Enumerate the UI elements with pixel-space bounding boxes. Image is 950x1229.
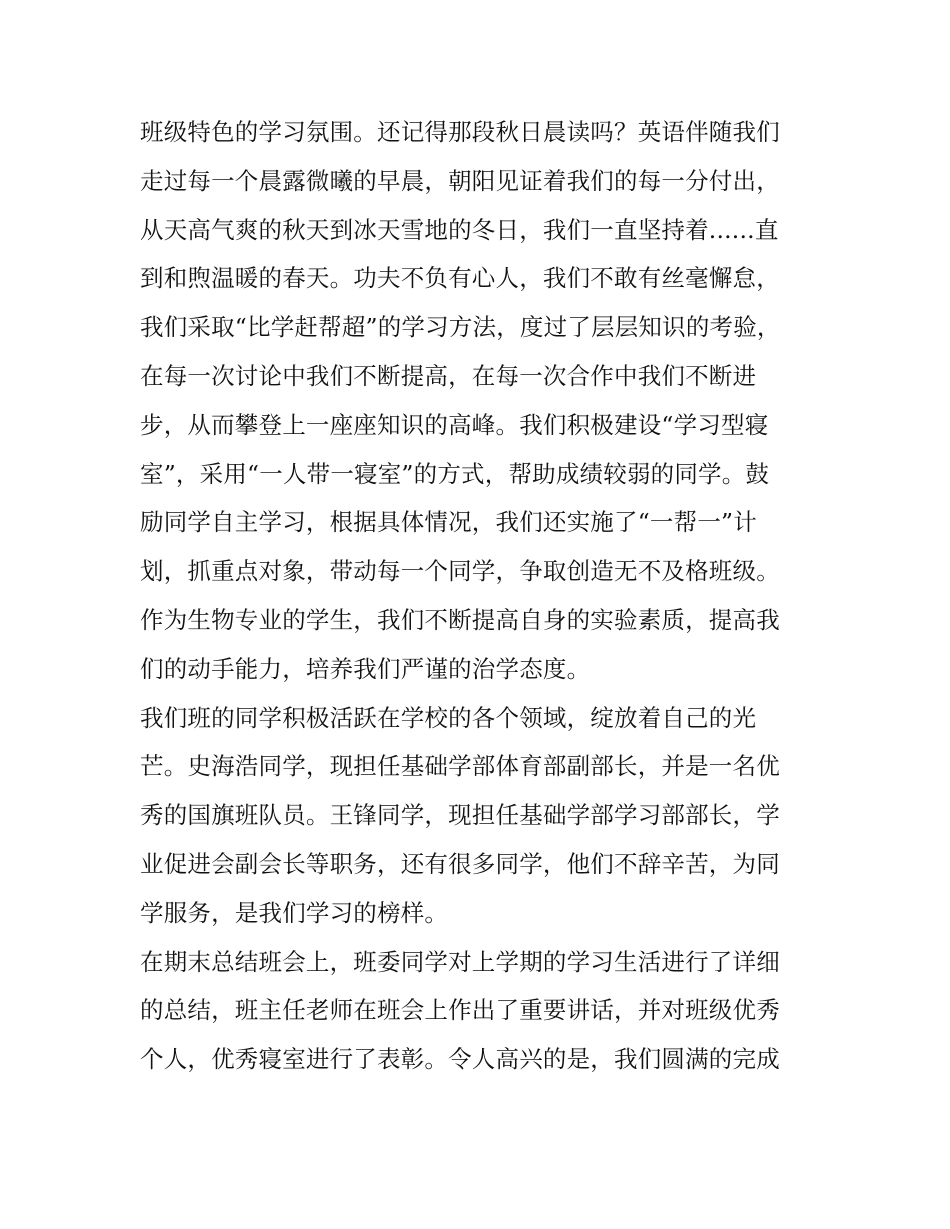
text-line: 从天高气爽的秋天到冰天雪地的冬日，我们一直坚持着......直 (140, 215, 779, 244)
text-line: 业促进会副会长等职务，还有很多同学，他们不辞辛苦，为同 (140, 849, 780, 878)
text-line: 划，抓重点对象，带动每一个同学，争取创造无不及格班级。 (140, 557, 780, 586)
text-line: 到和煦温暖的春天。功夫不负有心人，我们不敢有丝毫懈怠， (140, 264, 780, 293)
text-line: 室”，采用“一人带一寝室”的方式，帮助成绩较弱的同学。鼓 (140, 459, 770, 488)
text-line: 个人，优秀寝室进行了表彰。令人高兴的是，我们圆满的完成 (140, 1045, 780, 1074)
text-line: 学服务，是我们学习的榜样。 (140, 898, 449, 927)
text-line: 的总结，班主任老师在班会上作出了重要讲话，并对班级优秀 (140, 996, 780, 1025)
text-line: 在每一次讨论中我们不断提高，在每一次合作中我们不断进 (140, 361, 757, 390)
text-line: 们的动手能力，培养我们严谨的治学态度。 (140, 654, 591, 683)
text-line: 芒。史海浩同学，现担任基础学部体育部副部长，并是一名优 (140, 752, 780, 781)
text-line: 班级特色的学习氛围。还记得那段秋日晨读吗？英语伴随我们 (140, 118, 780, 146)
text-line: 作为生物专业的学生，我们不断提高自身的实验素质，提高我 (140, 605, 780, 634)
text-line: 秀的国旗班队员。王锋同学，现担任基础学部学习部部长，学 (140, 801, 780, 830)
text-line: 我们采取“比学赶帮超”的学习方法，度过了层层知识的考验， (140, 313, 781, 342)
document-body (140, 108, 820, 1084)
text-line: 我们班的同学积极活跃在学校的各个领域，绽放着自己的光 (140, 703, 757, 732)
text-line: 走过每一个晨露微曦的早晨，朝阳见证着我们的每一分付出， (140, 166, 780, 195)
text-line: 步，从而攀登上一座座知识的高峰。我们积极建设“学习型寝 (140, 410, 769, 439)
text-line: 在期末总结班会上，班委同学对上学期的学习生活进行了详细 (140, 947, 780, 976)
text-line: 励同学自主学习，根据具体情况，我们还实施了“一帮一”计 (140, 508, 757, 537)
